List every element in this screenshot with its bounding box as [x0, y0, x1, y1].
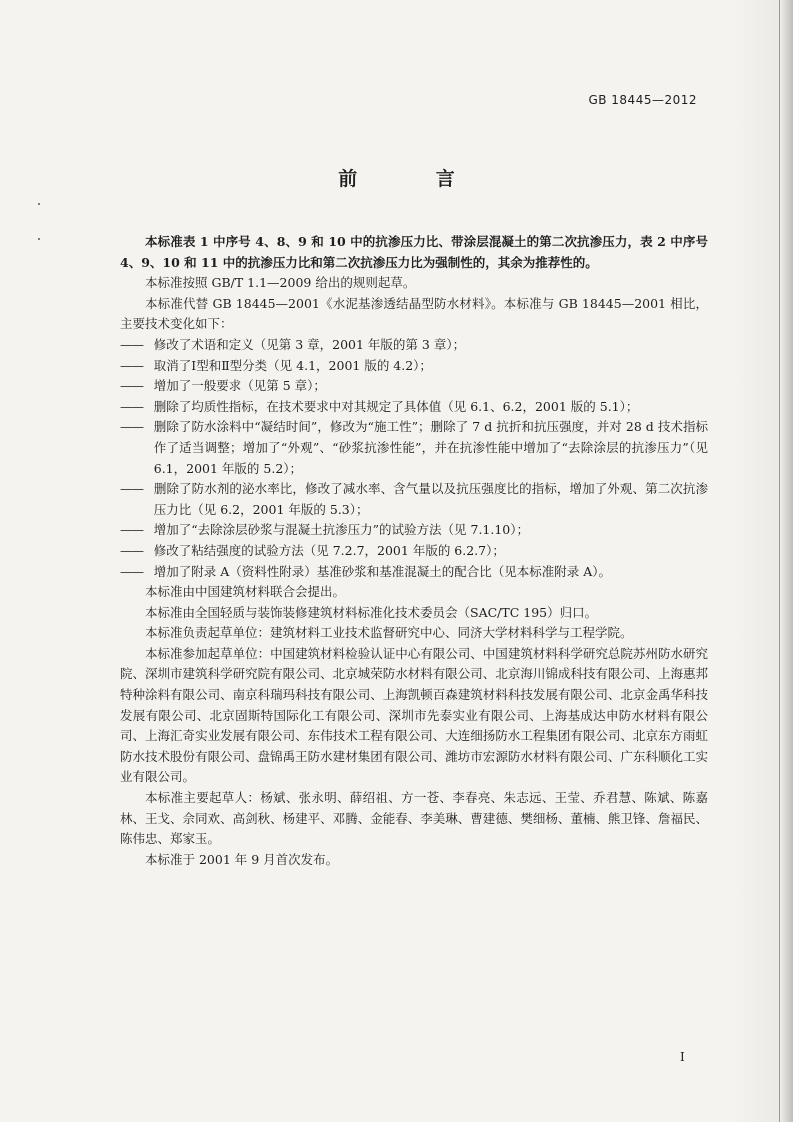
dash-marker	[120, 541, 154, 562]
dash-marker	[120, 562, 154, 583]
list-item	[120, 417, 708, 479]
paragraph-main-drafters: 本标准主要起草人：杨斌、张永明、薛绍祖、方一苍、李春亮、朱志远、王莹、乔君慧、陈斌、陈嘉林、王戈、佘同欢、高剑秋、杨建平、邓腾、金能春、李美琳、曹建德、樊细杨、董楠、熊卫锋、詹福民、陈伟忠、郑家玉。	[120, 790, 708, 847]
scan-speck	[38, 203, 40, 205]
page-title: 前 言	[338, 168, 491, 190]
paragraph-first-issued: 本标准于 2001 年 9 月首次发布。	[145, 851, 339, 867]
paragraph-proposed-by: 本标准由中国建筑材料联合会提出。	[145, 584, 346, 600]
standard-code: GB 18445—2012	[588, 93, 697, 107]
dash-marker	[120, 520, 154, 541]
list-item-text: 取消了Ⅰ型和Ⅱ型分类（见 4.1，2001 版的 4.2）；	[153, 357, 432, 373]
list-item	[120, 397, 708, 418]
foreword-body	[120, 232, 708, 870]
list-item-text: 删除了防水剂的泌水率比，修改了减水率、含气量以及抗压强度比的指标，增加了外观、第二次抗渗压力比（见 6.2，2001 年版的 5.3）；	[153, 481, 708, 517]
list-item	[120, 541, 708, 562]
list-item-text: 增加了附录 A（资料性附录）基准砂浆和基准混凝土的配合比（见本标准附录 A）。	[153, 563, 612, 579]
list-item	[120, 335, 708, 356]
list-item	[120, 562, 708, 583]
paragraph-drafting-rules: 本标准按照 GB/T 1.1—2009 给出的规则起草。	[145, 275, 416, 291]
page-number: I	[680, 1050, 685, 1064]
changes-list	[120, 335, 708, 582]
dash-marker	[120, 417, 154, 438]
list-item	[120, 479, 708, 520]
list-item-text: 删除了均质性指标，在技术要求中对其规定了具体值（见 6.1、6.2，2001 版的 5.1）；	[153, 398, 639, 414]
list-item-text: 修改了粘结强度的试验方法（见 7.2.7，2001 年版的 6.2.7）；	[153, 542, 505, 558]
paragraph-participating-units: 本标准参加起草单位：中国建筑材料检验认证中心有限公司、中国建筑材料科学研究总院苏州防水研究院、深圳市建筑科学研究院有限公司、北京城荣防水材料有限公司、北京海川锦成科技有限公司、上海惠邦特种涂料有限公司、南京科瑞玛科技有限公司、上海凯顿百森建筑材料科技发展有限公司、北京金禹华科技发展有限公司、北京固斯特国际化工有限公司、深圳市先泰实业有限公司、上海基成达申防水材料有限公司、上海汇奇实业发展有限公司、东伟技术工程有限公司、大连细扬防水工程集团有限公司、北京东方雨虹防水技术股份有限公司、盘锦禹王防水建材集团有限公司、潍坊市宏源防水材料有限公司、广东科顺化工实业有限公司。	[120, 645, 708, 785]
list-item-text: 增加了一般要求（见第 5 章）；	[153, 378, 326, 394]
list-item-text: 删除了防水涂料中“凝结时间”，修改为“施工性”；删除了 7 d 抗折和抗压强度，并对 28 d 技术指标作了适当调整；增加了“外观”、“砂浆抗渗性能”，并在抗渗性能中增加了“去除涂层的抗渗压力”（见 6.1，2001 年版的 5.2）；	[153, 419, 708, 476]
list-item-text: 修改了术语和定义（见第 3 章，2001 年版的第 3 章）；	[153, 336, 466, 352]
scan-speck	[38, 238, 40, 240]
dash-marker	[120, 479, 154, 500]
dash-marker	[120, 335, 154, 356]
dash-marker	[120, 376, 154, 397]
paragraph-lead-drafters: 本标准负责起草单位：建筑材料工业技术监督研究中心、同济大学材料科学与工程学院。	[145, 625, 633, 641]
paragraph-administered-by: 本标准由全国轻质与装饰装修建筑材料标准化技术委员会（SAC/TC 195）归口。	[145, 604, 598, 620]
dash-marker	[120, 397, 154, 418]
paragraph-mandatory: 本标准表 1 中序号 4、8、9 和 10 中的抗渗压力比、带涂层混凝土的第二次抗渗压力，表 2 中序号 4、9、10 和 11 中的抗渗压力比和第二次抗渗压力比为强制性的，其余为推荐性的。	[120, 234, 708, 270]
list-item	[120, 376, 708, 397]
list-item-text: 增加了“去除涂层砂浆与混凝土抗渗压力”的试验方法（见 7.1.10）；	[153, 522, 530, 538]
list-item	[120, 520, 708, 541]
dash-marker	[120, 356, 154, 377]
list-item	[120, 356, 708, 377]
paragraph-replaces: 本标准代替 GB 18445—2001《水泥基渗透结晶型防水材料》。本标准与 GB 18445—2001 相比，主要技术变化如下：	[120, 295, 708, 332]
